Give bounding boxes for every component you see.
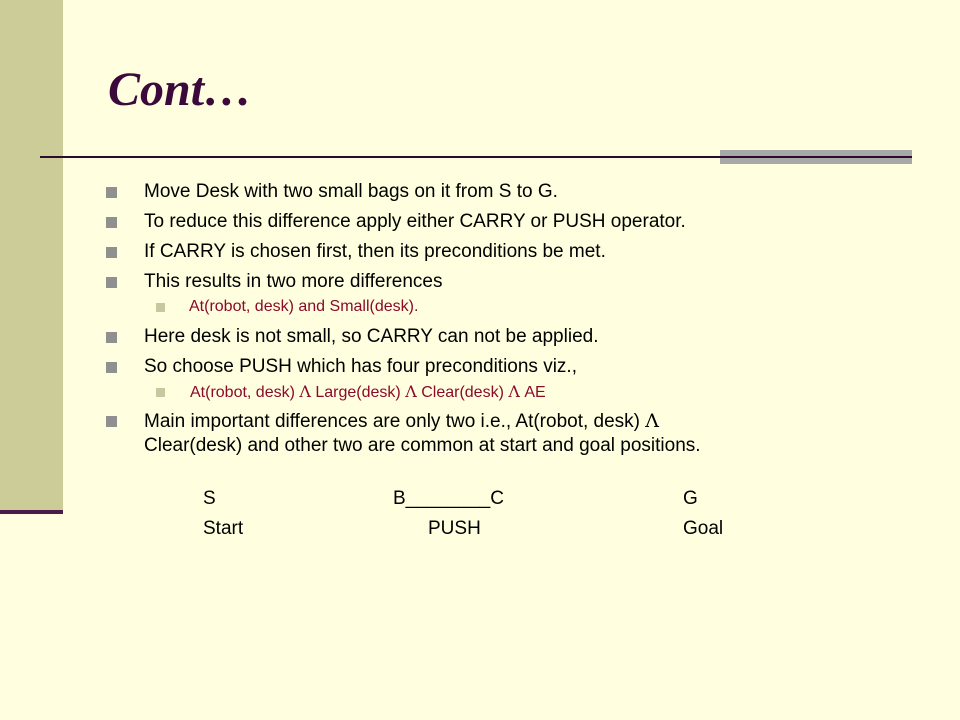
left-decor-line xyxy=(0,510,63,514)
square-bullet-icon xyxy=(106,277,117,288)
square-bullet-icon xyxy=(106,247,117,258)
logical-and-symbol: Λ xyxy=(299,382,311,401)
square-bullet-icon xyxy=(106,362,117,373)
square-bullet-icon xyxy=(156,303,165,312)
square-bullet-icon xyxy=(106,187,117,198)
logical-and-symbol: Λ xyxy=(645,410,660,432)
left-decor-band xyxy=(0,0,63,512)
bullet-item: To reduce this difference apply either CARRY or PUSH operator. xyxy=(106,210,906,234)
state-bc-label: B________C xyxy=(393,488,504,509)
bullet-item: Here desk is not small, so CARRY can not be applied. xyxy=(106,325,906,349)
start-label: Start xyxy=(203,518,244,539)
square-bullet-icon xyxy=(106,217,117,228)
sub-bullet-item: At(robot, desk) Λ Large(desk) Λ Clear(desk) Λ AE xyxy=(106,381,906,404)
push-label: PUSH xyxy=(428,518,481,539)
title-divider-accent xyxy=(720,150,912,164)
bullet-list xyxy=(106,180,906,464)
bullet-item: Main important differences are only two i.e., At(robot, desk) Λ Clear(desk) and other two are common at start and goal positions. xyxy=(106,409,906,458)
logical-and-symbol: Λ xyxy=(405,382,417,401)
slide-title: Cont… xyxy=(108,63,253,116)
square-bullet-icon xyxy=(106,416,117,427)
bullet-item: So choose PUSH which has four preconditions viz., xyxy=(106,355,906,379)
logical-and-symbol: Λ xyxy=(508,382,520,401)
square-bullet-icon xyxy=(156,388,165,397)
goal-label: Goal xyxy=(683,518,724,539)
bullet-item: This results in two more differences xyxy=(106,270,906,294)
state-s-label: S xyxy=(203,488,216,509)
bullet-item: If CARRY is chosen first, then its preconditions be met. xyxy=(106,240,906,264)
state-g-label: G xyxy=(683,488,698,509)
sub-bullet-item: At(robot, desk) and Small(desk). xyxy=(106,296,906,318)
square-bullet-icon xyxy=(106,332,117,343)
bullet-item: Move Desk with two small bags on it from S to G. xyxy=(106,180,906,204)
